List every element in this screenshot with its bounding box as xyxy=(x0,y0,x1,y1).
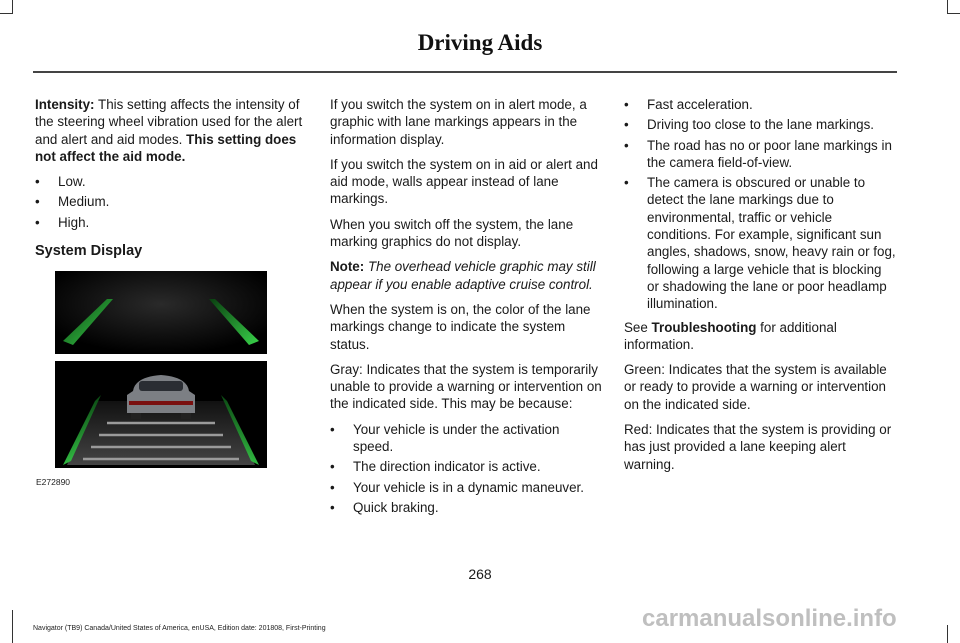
figure-code: E272890 xyxy=(36,477,71,487)
aid-mode-graphic xyxy=(55,361,267,468)
watermark: carmanualsonline.info xyxy=(642,605,897,632)
reasons-list-continued xyxy=(624,96,897,313)
list-item: • Fast acceleration. xyxy=(624,97,753,112)
column-1 xyxy=(35,96,308,274)
crop-mark xyxy=(947,625,948,643)
alert-mode-graphic xyxy=(55,271,267,354)
troubleshooting-link[interactable]: Troubleshooting xyxy=(651,319,757,335)
column-3 xyxy=(624,96,897,481)
intensity-label: Intensity: xyxy=(35,97,95,112)
crop-mark xyxy=(947,0,948,14)
intensity-paragraph xyxy=(35,96,308,165)
list-item: • Quick braking. xyxy=(330,499,439,515)
list-item: • Medium. xyxy=(35,194,110,210)
reasons-list xyxy=(330,421,603,516)
page-title: Driving Aids xyxy=(417,30,543,55)
list-item: • Driving too close to the lane markings. xyxy=(624,117,875,133)
list-item: • Low. xyxy=(35,174,86,190)
header-divider xyxy=(33,71,897,73)
crop-mark xyxy=(0,13,13,14)
list-item: • The direction indicator is active. xyxy=(330,459,541,475)
list-item: • High. xyxy=(35,214,90,230)
intensity-levels xyxy=(35,173,308,231)
paragraph: When you switch off the system, the lane marking graphics do not display. xyxy=(330,216,574,250)
list-item: • The road has no or poor lane markings in the camera field-of-view. xyxy=(624,137,892,170)
crop-mark xyxy=(12,0,13,14)
page-number: 268 xyxy=(468,566,492,582)
see-paragraph: See Troubleshooting for additional information. xyxy=(624,319,837,352)
paragraph: When the system is on, the color of the lane markings change to indicate the system status. xyxy=(330,301,591,352)
column-2 xyxy=(330,96,603,522)
intensity-note: This setting does not affect the aid mode. xyxy=(35,131,297,164)
footer-text: Navigator (TB9) Canada/United States of America, enUSA, Edition date: 201808, First-Printing xyxy=(33,625,326,632)
list-item: • Your vehicle is under the activation speed. xyxy=(330,421,560,455)
note-text: The overhead vehicle graphic may still appear if you enable adaptive cruise control. xyxy=(330,259,596,292)
paragraph: If you switch the system on in alert mode, a graphic with lane markings appears in the information display. xyxy=(330,97,587,147)
paragraph: Green: Indicates that the system is available or ready to provide a warning or intervention on the indicated side. xyxy=(624,362,887,412)
intensity-text: This setting affects the intensity of the steering wheel vibration used for the alert and alert and aid modes. xyxy=(35,97,303,147)
list-item: • The camera is obscured or unable to detect the lane markings due to environmental, traffic or vehicle conditions. For example, significant sun angles, shadows, snow, heavy rain or fog, following a large vehicle that is blocking or shadowing the lane or poor headlamp illumination. xyxy=(624,175,896,312)
note-label: Note: xyxy=(330,259,365,275)
crop-mark xyxy=(947,13,960,14)
list-item: • Your vehicle is in a dynamic maneuver. xyxy=(330,479,584,495)
paragraph: Gray: Indicates that the system is temporarily unable to provide a warning or intervention on the indicated side. This may be because: xyxy=(330,361,602,412)
note-paragraph xyxy=(330,258,603,293)
crop-mark xyxy=(12,610,13,643)
paragraph: Red: Indicates that the system is providing or has just provided a lane keeping alert warning. xyxy=(624,422,892,472)
section-heading: System Display xyxy=(35,243,143,260)
paragraph: If you switch the system on in aid or alert and aid mode, walls appear instead of lane markings. xyxy=(330,156,598,207)
